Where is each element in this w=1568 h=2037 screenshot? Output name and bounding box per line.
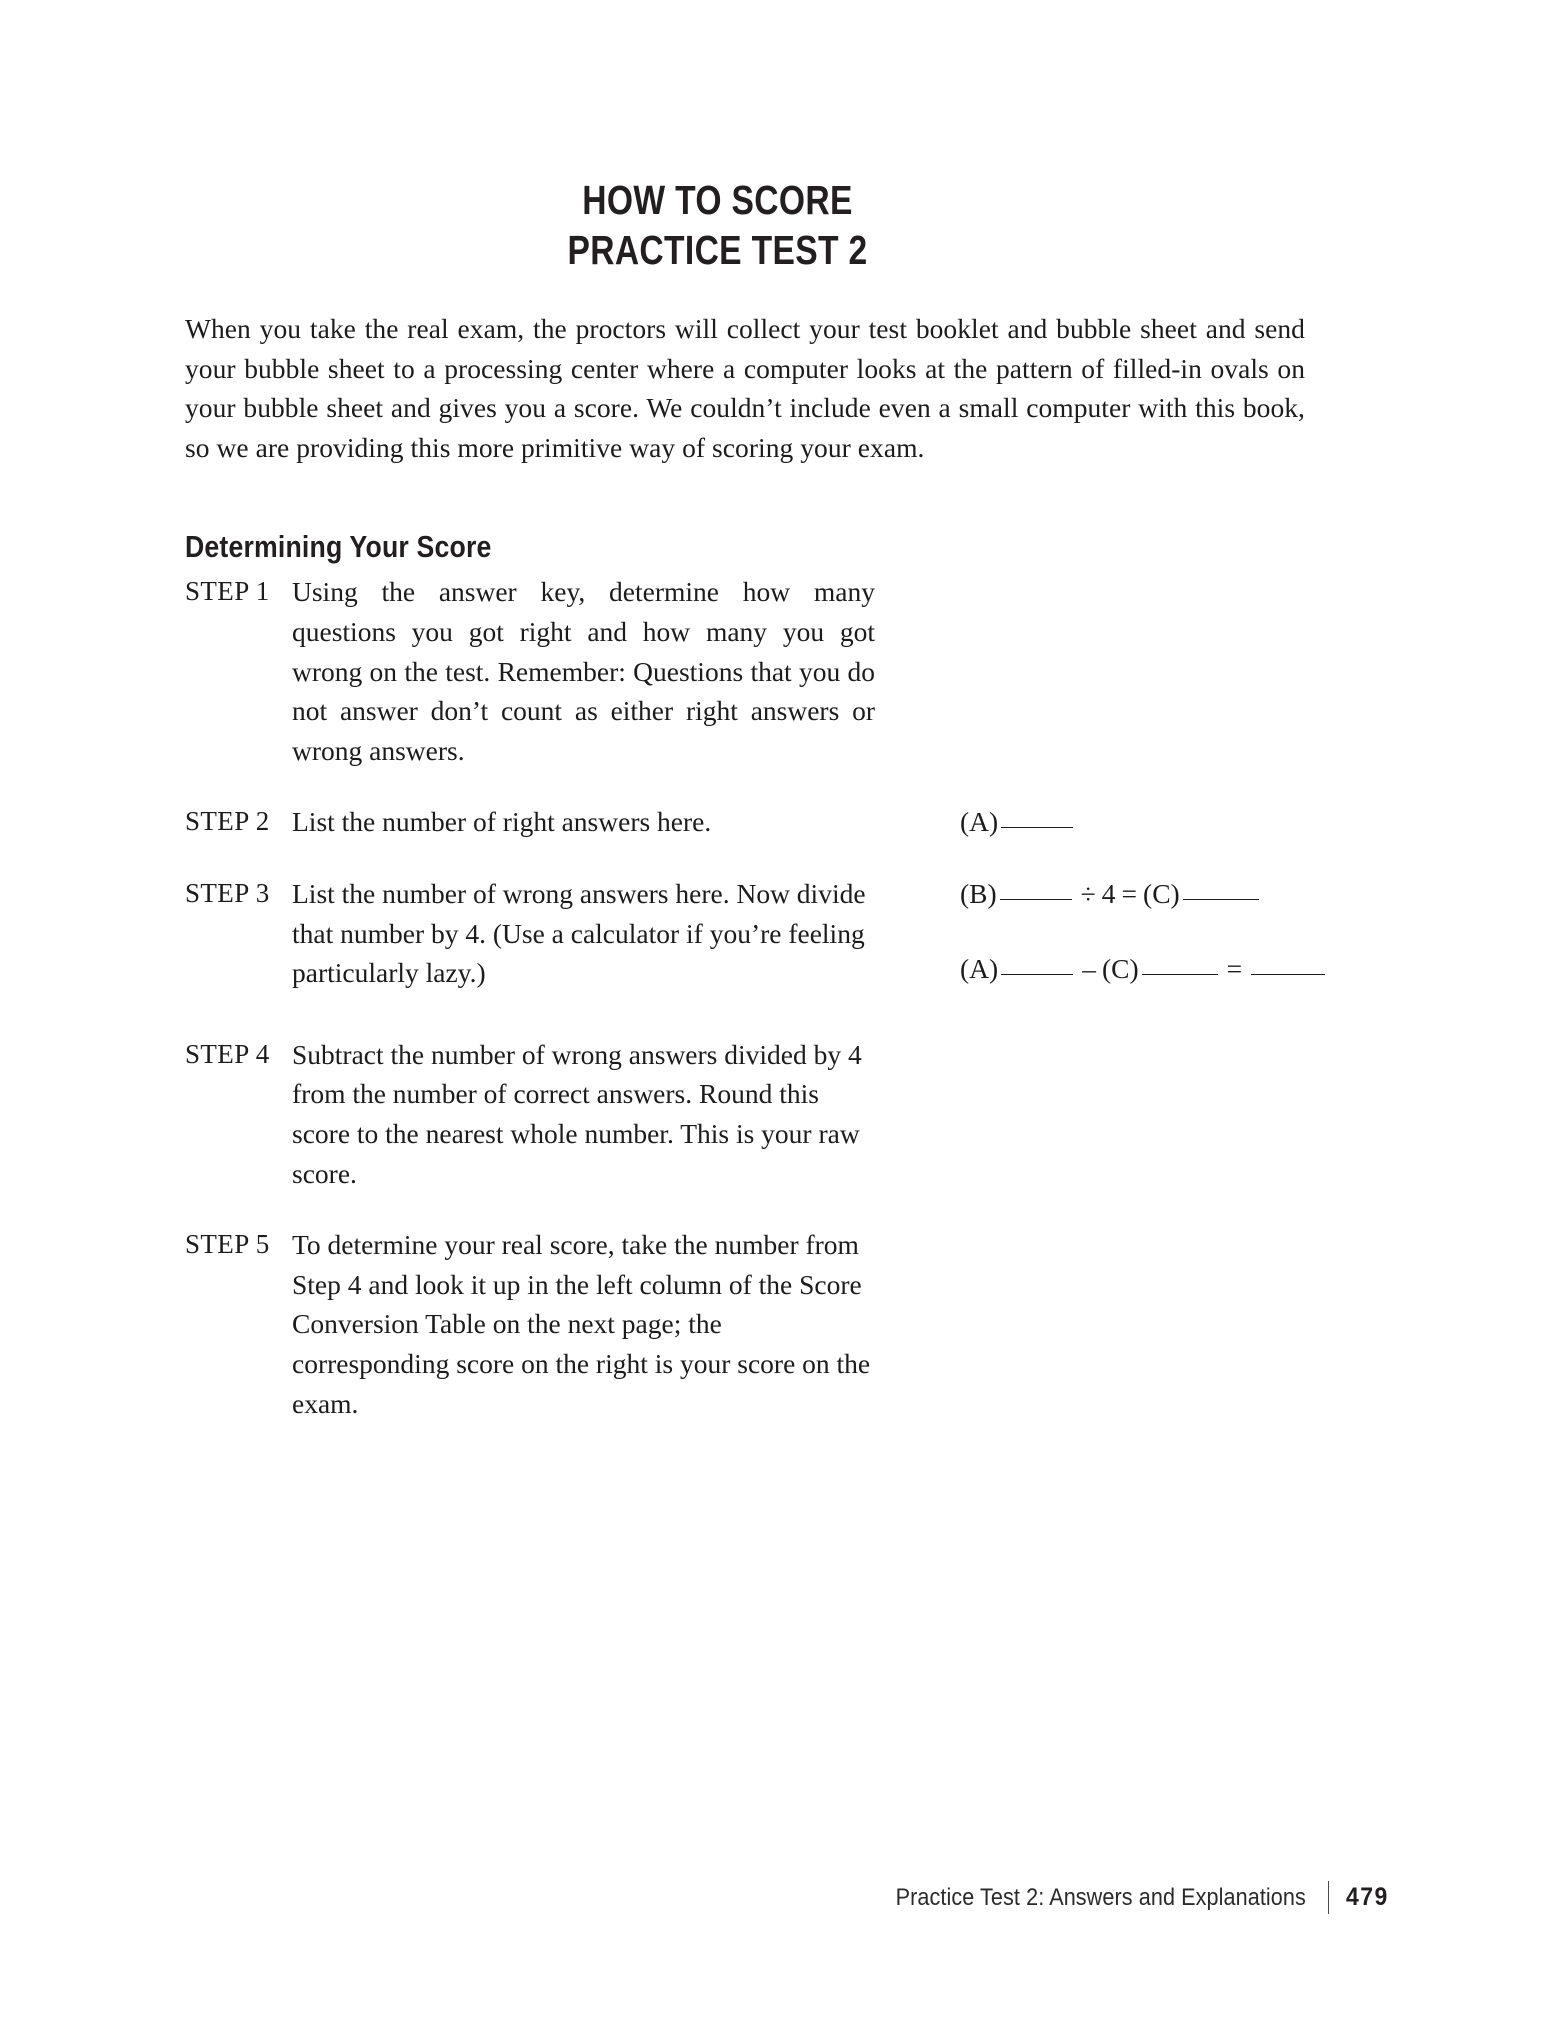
step-label: STEP 2 xyxy=(185,806,270,837)
step-row xyxy=(185,572,1370,770)
page-content xyxy=(185,175,1370,1449)
formula-label-b: (B) xyxy=(960,877,997,909)
step-row xyxy=(185,874,1370,993)
divisor-value: 4 xyxy=(1101,877,1116,909)
step-label: STEP 1 xyxy=(185,576,270,607)
section-heading-determining-your-score: Determining Your Score xyxy=(185,529,492,565)
step-text: Using the answer key, determine how many questions you got right and how many you got wrong on the test. Remember: Questions that you do not answer don’t count as either right answers or wrong answers. xyxy=(292,576,875,766)
formula-line-a-minus-c xyxy=(960,949,1380,989)
formula-label-c: (C) xyxy=(1101,952,1139,984)
formula-label-c: (C) xyxy=(1143,877,1180,909)
formula-label-a: (A) xyxy=(960,806,999,838)
formula-label-a: (A) xyxy=(960,952,999,984)
page-number: 479 xyxy=(1346,1883,1390,1911)
footer-divider xyxy=(1328,1881,1330,1914)
divide-operator: ÷ xyxy=(1080,877,1096,909)
step-label: STEP 3 xyxy=(185,877,270,908)
step-label: STEP 4 xyxy=(185,1038,270,1069)
formula-line-a xyxy=(960,802,1380,842)
step-row xyxy=(185,1225,1370,1423)
footer-chapter-title: Practice Test 2: Answers and Explanations xyxy=(895,1883,1306,1911)
answer-column-step-3 xyxy=(960,874,1380,988)
equals-operator: = xyxy=(1121,877,1138,909)
step-text: Subtract the number of wrong answers divided by 4 from the number of correct answers. Round this score to the nearest whole number. This is your raw score. xyxy=(292,1038,862,1189)
step-row xyxy=(185,802,1370,842)
answer-column-step-2 xyxy=(960,802,1380,842)
step-row xyxy=(185,1035,1370,1193)
page-title-line-1: HOW TO SCORE xyxy=(582,177,853,223)
answer-blank-c[interactable] xyxy=(1183,899,1259,900)
page-footer xyxy=(850,1881,1393,1914)
step-text: List the number of right answers here. xyxy=(292,806,712,838)
intro-paragraph: When you take the real exam, the proctors will collect your test booklet and bubble sheet and send your bubble sheet to a processing center where a computer looks at the pattern of filled-in ovals on your bubble sheet and gives you a score. We couldn’t include even a small computer with this book, so we are providing this more primitive way of scoring your exam. xyxy=(185,313,1305,463)
step-text: To determine your real score, take the number from Step 4 and look it up in the left column of the Score Conversion Table on the next page; the corresponding score on the right is your score on the exam. xyxy=(292,1229,871,1419)
answer-blank-c-2[interactable] xyxy=(1142,974,1218,975)
answer-blank-a[interactable] xyxy=(1001,827,1073,828)
answer-blank-a-2[interactable] xyxy=(1001,974,1073,975)
answer-blank-result[interactable] xyxy=(1251,974,1325,975)
equals-operator: = xyxy=(1226,952,1243,984)
minus-operator: – xyxy=(1082,952,1096,984)
answer-blank-b[interactable] xyxy=(1000,899,1072,900)
step-label: STEP 5 xyxy=(185,1229,270,1260)
step-text: List the number of wrong answers here. Now divide that number by 4. (Use a calculator if you’re feeling particularly lazy.) xyxy=(292,877,866,989)
page-title-line-2: PRACTICE TEST 2 xyxy=(567,227,868,274)
formula-line-b-divided xyxy=(960,874,1380,914)
steps-list xyxy=(185,572,1370,1423)
page-title xyxy=(185,175,1370,275)
